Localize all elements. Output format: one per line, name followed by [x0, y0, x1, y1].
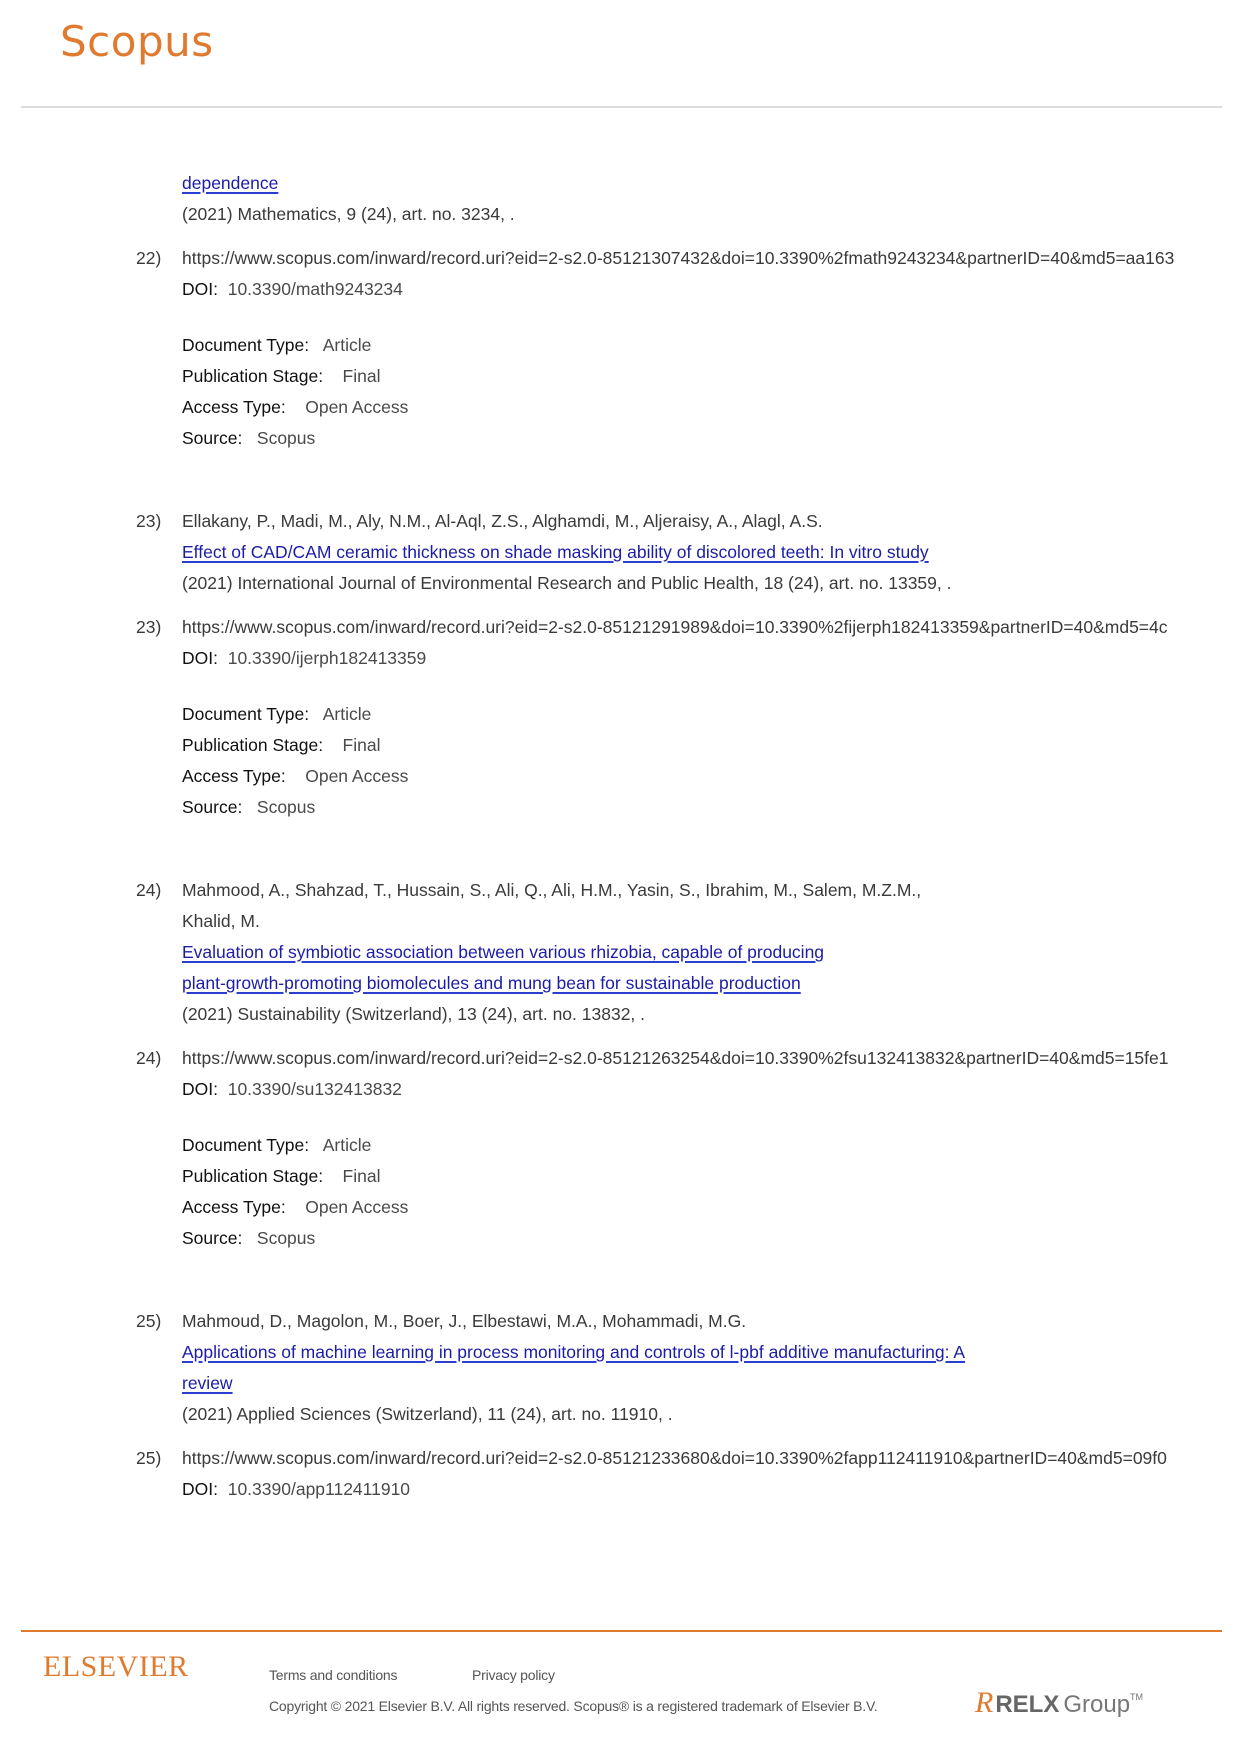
- entry-22-doi: [182, 278, 403, 300]
- document-type-label: Document Type:: [182, 704, 310, 724]
- entry-24-publication-stage: [182, 1165, 380, 1187]
- entry-23-citation: (2021) International Journal of Environmental Research and Public Health, 18 (24), art. no. 13359, .: [182, 573, 952, 593]
- entry-22-url[interactable]: https://www.scopus.com/inward/record.uri?eid=2-s2.0-85121307432&doi=10.3390%2fmath9243234&partnerID=40&md5=aa163: [182, 248, 1175, 268]
- entry-24-number: 24): [136, 880, 162, 900]
- entry-23-url-number: 23): [136, 617, 162, 637]
- entry-23-url[interactable]: https://www.scopus.com/inward/record.uri?eid=2-s2.0-85121291989&doi=10.3390%2fijerph182413359&partnerID=40&md5=4c: [182, 617, 1168, 637]
- footer-divider: [21, 1630, 1222, 1632]
- entry-24-source: [182, 1227, 315, 1249]
- entry-22-publication-stage: [182, 365, 380, 387]
- entry-24-url[interactable]: https://www.scopus.com/inward/record.uri?eid=2-s2.0-85121263254&doi=10.3390%2fsu132413832&partnerID=40&md5=15fe1: [182, 1048, 1169, 1068]
- entry-24-title-link[interactable]: Evaluation of symbiotic association between various rhizobia, capable of producing: [182, 942, 825, 962]
- source-label: Source:: [182, 428, 243, 448]
- document-type-value: Article: [322, 704, 372, 724]
- publication-stage-value: Final: [342, 735, 381, 755]
- doi-value: 10.3390/ijerph182413359: [227, 648, 427, 668]
- doi-value: 10.3390/app112411910: [227, 1479, 411, 1499]
- source-value: Scopus: [256, 428, 316, 448]
- header-divider: [21, 106, 1222, 108]
- publication-stage-label: Publication Stage:: [182, 1166, 324, 1186]
- entry-22-source: [182, 427, 315, 449]
- doi-label: DOI:: [182, 1079, 218, 1099]
- relx-group-wordmark: Group: [1063, 1691, 1131, 1718]
- entry-24-title-link[interactable]: plant-growth-promoting biomolecules and mung bean for sustainable production: [182, 973, 801, 993]
- entry-25-title-line-1: [182, 1341, 965, 1363]
- elsevier-logo: ELSEVIER: [43, 1650, 189, 1683]
- source-value: Scopus: [256, 797, 316, 817]
- entry-22-title-tail: [182, 172, 278, 194]
- entry-25-citation: (2021) Applied Sciences (Switzerland), 11 (24), art. no. 11910, .: [182, 1404, 673, 1424]
- entry-24-title-line-2: [182, 972, 801, 994]
- entry-24-doi: [182, 1078, 402, 1100]
- entry-25-doi: [182, 1478, 410, 1500]
- document-type-value: Article: [322, 335, 372, 355]
- trademark-symbol: TM: [1130, 1692, 1144, 1702]
- relx-group-logo: [975, 1686, 1143, 1720]
- doi-value: 10.3390/math9243234: [227, 279, 403, 299]
- entry-23-number: 23): [136, 511, 162, 531]
- entry-23-doi: [182, 647, 426, 669]
- source-label: Source:: [182, 1228, 243, 1248]
- relx-mark-icon: R: [975, 1686, 994, 1719]
- entry-23-publication-stage: [182, 734, 380, 756]
- entry-23-authors: Ellakany, P., Madi, M., Aly, N.M., Al-Aql, Z.S., Alghamdi, M., Aljeraisy, A., Alagl, A.S.: [182, 511, 823, 531]
- terms-and-conditions-link[interactable]: Terms and conditions: [269, 1667, 398, 1683]
- document-type-value: Article: [322, 1135, 372, 1155]
- entry-25-url[interactable]: https://www.scopus.com/inward/record.uri?eid=2-s2.0-85121233680&doi=10.3390%2fapp112411910&partnerID=40&md5=09f0: [182, 1448, 1167, 1468]
- entry-23-document-type: [182, 703, 371, 725]
- entry-22-title-link[interactable]: dependence: [182, 173, 279, 193]
- entry-22-access-type: [182, 396, 408, 418]
- publication-stage-label: Publication Stage:: [182, 366, 324, 386]
- entry-24-authors-line-1: Mahmood, A., Shahzad, T., Hussain, S., Ali, Q., Ali, H.M., Yasin, S., Ibrahim, M., Salem, M.Z.M.,: [182, 880, 922, 900]
- access-type-label: Access Type:: [182, 1197, 286, 1217]
- entry-24-document-type: [182, 1134, 371, 1156]
- publication-stage-value: Final: [342, 366, 381, 386]
- publication-stage-label: Publication Stage:: [182, 735, 324, 755]
- access-type-label: Access Type:: [182, 397, 286, 417]
- doi-value: 10.3390/su132413832: [227, 1079, 402, 1099]
- entry-25-title-link[interactable]: review: [182, 1373, 233, 1393]
- entry-25-url-number: 25): [136, 1448, 162, 1468]
- entry-25-title-link[interactable]: Applications of machine learning in process monitoring and controls of l-pbf additive manufacturing: A: [182, 1342, 966, 1362]
- entry-25-title-line-2: [182, 1372, 233, 1394]
- privacy-policy-link[interactable]: Privacy policy: [472, 1667, 555, 1683]
- entry-23-access-type: [182, 765, 408, 787]
- access-type-label: Access Type:: [182, 766, 286, 786]
- access-type-value: Open Access: [305, 397, 409, 417]
- doi-label: DOI:: [182, 1479, 218, 1499]
- entry-23-source: [182, 796, 315, 818]
- entry-22-number: 22): [136, 248, 162, 268]
- doi-label: DOI:: [182, 279, 218, 299]
- entry-22-citation: (2021) Mathematics, 9 (24), art. no. 3234, .: [182, 204, 515, 224]
- access-type-value: Open Access: [305, 1197, 409, 1217]
- entry-24-url-number: 24): [136, 1048, 162, 1068]
- publication-stage-value: Final: [342, 1166, 381, 1186]
- entry-22-document-type: [182, 334, 371, 356]
- access-type-value: Open Access: [305, 766, 409, 786]
- entry-25-number: 25): [136, 1311, 162, 1331]
- relx-wordmark: RELX: [995, 1691, 1060, 1718]
- doi-label: DOI:: [182, 648, 218, 668]
- entry-24-authors-line-2: Khalid, M.: [182, 911, 260, 931]
- source-label: Source:: [182, 797, 243, 817]
- source-value: Scopus: [256, 1228, 316, 1248]
- scopus-logo: Scopus: [60, 17, 214, 66]
- entry-24-title-line-1: [182, 941, 824, 963]
- entry-25-authors: Mahmoud, D., Magolon, M., Boer, J., Elbestawi, M.A., Mohammadi, M.G.: [182, 1311, 747, 1331]
- entry-23-title: [182, 541, 929, 563]
- entry-24-access-type: [182, 1196, 408, 1218]
- document-type-label: Document Type:: [182, 335, 310, 355]
- document-type-label: Document Type:: [182, 1135, 310, 1155]
- entry-23-title-link[interactable]: Effect of CAD/CAM ceramic thickness on shade masking ability of discolored teeth: In vitro study: [182, 542, 929, 562]
- copyright-text: Copyright © 2021 Elsevier B.V. All rights reserved. Scopus® is a registered trademark of Elsevier B.V.: [269, 1698, 878, 1714]
- entry-24-citation: (2021) Sustainability (Switzerland), 13 (24), art. no. 13832, .: [182, 1004, 646, 1024]
